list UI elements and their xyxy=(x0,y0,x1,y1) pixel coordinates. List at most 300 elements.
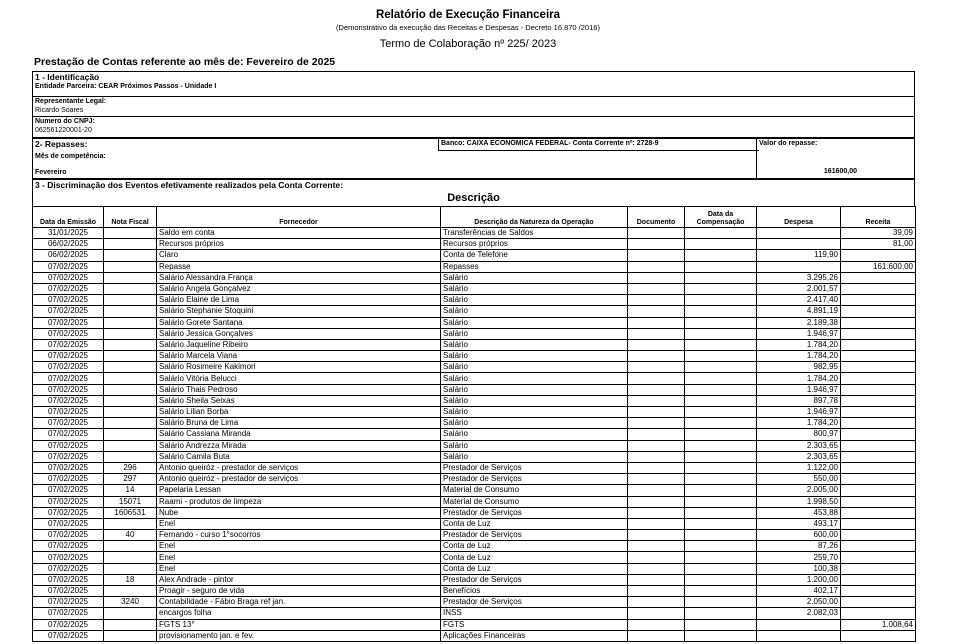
cell-invoice xyxy=(104,373,157,384)
table-row xyxy=(33,272,916,283)
table-row xyxy=(33,619,916,630)
cell-invoice xyxy=(104,317,157,328)
cell-invoice xyxy=(104,429,157,440)
cell-date: 07/02/2025 xyxy=(33,395,104,406)
table-row xyxy=(33,261,916,272)
cell-date: 07/02/2025 xyxy=(33,608,104,619)
cell-supplier: Salário Stephanie Stoquini xyxy=(157,306,441,317)
cell-compensation xyxy=(685,295,757,306)
identification-section xyxy=(32,71,915,138)
cell-date: 07/02/2025 xyxy=(33,351,104,362)
cell-document xyxy=(628,261,685,272)
statement-title: Prestação de Contas referente ao mês de: Fevereiro de 2025 xyxy=(34,56,336,68)
cell-compensation xyxy=(685,474,757,485)
cell-nature: Salário xyxy=(441,451,628,462)
table-row xyxy=(33,395,916,406)
cell-invoice xyxy=(104,351,157,362)
cell-expense: 2.303,65 xyxy=(757,451,841,462)
cell-document xyxy=(628,474,685,485)
table-row xyxy=(33,429,916,440)
cell-date: 07/02/2025 xyxy=(33,440,104,451)
cell-nature: Salário xyxy=(441,373,628,384)
cell-revenue xyxy=(841,462,916,473)
cell-expense: 2.303,65 xyxy=(757,440,841,451)
cell-compensation xyxy=(685,228,757,239)
table-row xyxy=(33,306,916,317)
cell-document xyxy=(628,530,685,541)
competence-label: Mês de competência: xyxy=(35,153,106,160)
cell-nature: Conta de Luz xyxy=(441,541,628,552)
cell-invoice xyxy=(104,384,157,395)
cell-supplier: Contabilidade - Fábio Braga ref jan. xyxy=(157,597,441,608)
cell-supplier: Salário Angela Gonçalvez xyxy=(157,283,441,294)
col-header-revenue: Receita xyxy=(841,207,916,228)
cell-supplier: Salário Jessica Gonçalves xyxy=(157,328,441,339)
cell-nature: Salário xyxy=(441,339,628,350)
cell-nature: Salário xyxy=(441,418,628,429)
cell-invoice xyxy=(104,228,157,239)
cell-date: 07/02/2025 xyxy=(33,630,104,641)
cell-date: 07/02/2025 xyxy=(33,306,104,317)
table-row xyxy=(33,351,916,362)
cell-invoice xyxy=(104,563,157,574)
cell-compensation xyxy=(685,563,757,574)
cell-nature: Salário xyxy=(441,295,628,306)
table-row xyxy=(33,362,916,373)
cell-date: 07/02/2025 xyxy=(33,328,104,339)
cell-nature: Conta de Telefone xyxy=(441,250,628,261)
cell-revenue xyxy=(841,384,916,395)
cell-date: 07/02/2025 xyxy=(33,597,104,608)
cell-supplier: Raami - produtos de limpeza xyxy=(157,496,441,507)
cell-nature: Prestador de Serviços xyxy=(441,574,628,585)
table-row xyxy=(33,630,916,641)
table-row xyxy=(33,283,916,294)
cell-invoice xyxy=(104,630,157,641)
cell-supplier: Salário Lilian Borba xyxy=(157,407,441,418)
col-header-invoice: Nota Fiscal xyxy=(104,207,157,228)
cell-compensation xyxy=(685,507,757,518)
col-header-compensation: Data da Compensação xyxy=(685,207,757,228)
cell-document xyxy=(628,362,685,373)
cell-nature: Conta de Luz xyxy=(441,518,628,529)
report-title: Relatório de Execução Financeira xyxy=(375,9,561,21)
cell-date: 07/02/2025 xyxy=(33,261,104,272)
cell-supplier: Salário Camila Buta xyxy=(157,451,441,462)
cell-supplier: Salário Vitória Belucci xyxy=(157,373,441,384)
cell-revenue xyxy=(841,339,916,350)
cell-date: 07/02/2025 xyxy=(33,530,104,541)
cell-document xyxy=(628,328,685,339)
cell-document xyxy=(628,518,685,529)
col-header-date: Data da Emissão xyxy=(33,207,104,228)
table-row xyxy=(33,485,916,496)
cell-supplier: Salário Alessandra França xyxy=(157,272,441,283)
cell-compensation xyxy=(685,339,757,350)
table-row xyxy=(33,339,916,350)
cell-nature: Repasses xyxy=(441,261,628,272)
cell-revenue xyxy=(841,395,916,406)
cell-revenue xyxy=(841,574,916,585)
cell-compensation xyxy=(685,407,757,418)
cell-date: 07/02/2025 xyxy=(33,619,104,630)
cell-document xyxy=(628,272,685,283)
cell-revenue xyxy=(841,485,916,496)
cell-nature: Recursos próprios xyxy=(441,239,628,250)
cell-document xyxy=(628,440,685,451)
table-row xyxy=(33,507,916,518)
cell-supplier: Claro xyxy=(157,250,441,261)
cell-document xyxy=(628,339,685,350)
cell-nature: Conta de Luz xyxy=(441,563,628,574)
cell-expense: 100,38 xyxy=(757,563,841,574)
cell-document xyxy=(628,295,685,306)
cell-supplier: Papelaria Lessan xyxy=(157,485,441,496)
cell-revenue xyxy=(841,541,916,552)
cell-supplier: Enel xyxy=(157,518,441,529)
cell-date: 07/02/2025 xyxy=(33,339,104,350)
cell-document xyxy=(628,586,685,597)
table-row xyxy=(33,418,916,429)
transfers-heading: 2- Repasses: xyxy=(35,139,88,149)
cell-invoice xyxy=(104,608,157,619)
cell-supplier: Salário Gorete Santana xyxy=(157,317,441,328)
table-row xyxy=(33,586,916,597)
cell-compensation xyxy=(685,250,757,261)
table-row xyxy=(33,496,916,507)
cell-date: 07/02/2025 xyxy=(33,518,104,529)
cell-invoice: 14 xyxy=(104,485,157,496)
cell-compensation xyxy=(685,418,757,429)
legal-rep-label: Representante Legal: xyxy=(35,98,107,105)
cell-invoice: 15071 xyxy=(104,496,157,507)
cell-document xyxy=(628,541,685,552)
cell-date: 07/02/2025 xyxy=(33,586,104,597)
cell-date: 07/02/2025 xyxy=(33,507,104,518)
cell-invoice xyxy=(104,586,157,597)
cell-date: 07/02/2025 xyxy=(33,474,104,485)
cell-compensation xyxy=(685,608,757,619)
bank-account: Banco: CAIXA ECONÔMICA FEDERAL- Conta Corrente nº: 2728-9 xyxy=(441,140,659,147)
cell-document xyxy=(628,250,685,261)
table-row xyxy=(33,328,916,339)
table-row xyxy=(33,474,916,485)
cell-compensation xyxy=(685,574,757,585)
cell-revenue: 39,09 xyxy=(841,228,916,239)
cell-compensation xyxy=(685,395,757,406)
cell-date: 06/02/2025 xyxy=(33,239,104,250)
cell-invoice xyxy=(104,306,157,317)
cell-expense: 600,00 xyxy=(757,530,841,541)
cell-compensation xyxy=(685,328,757,339)
cell-revenue: 81,00 xyxy=(841,239,916,250)
cell-expense: 1.946,97 xyxy=(757,328,841,339)
cell-expense: 550,00 xyxy=(757,474,841,485)
cell-date: 07/02/2025 xyxy=(33,429,104,440)
cell-document xyxy=(628,451,685,462)
entity-name: Entidade Parceira: CEAR Próximos Passos - Unidade I xyxy=(35,83,217,90)
cell-invoice xyxy=(104,552,157,563)
cell-supplier: encargos folha xyxy=(157,608,441,619)
cell-revenue xyxy=(841,317,916,328)
cell-date: 07/02/2025 xyxy=(33,362,104,373)
cell-expense: 493,17 xyxy=(757,518,841,529)
col-header-nature: Descrição da Natureza da Operação xyxy=(441,207,628,228)
cell-nature: Salário xyxy=(441,351,628,362)
cell-nature: Benefícios xyxy=(441,586,628,597)
table-row xyxy=(33,407,916,418)
term-number: Termo de Colaboração nº 225/ 2023 xyxy=(379,38,557,50)
cell-compensation xyxy=(685,496,757,507)
cell-expense: 119,90 xyxy=(757,250,841,261)
cell-compensation xyxy=(685,451,757,462)
table-row xyxy=(33,239,916,250)
cell-document xyxy=(628,552,685,563)
cell-supplier: Salário Bruna de Lima xyxy=(157,418,441,429)
cell-nature: Material de Consumo xyxy=(441,496,628,507)
cell-invoice xyxy=(104,395,157,406)
cell-document xyxy=(628,507,685,518)
cell-compensation xyxy=(685,518,757,529)
cell-date: 07/02/2025 xyxy=(33,541,104,552)
cell-expense: 1.784,20 xyxy=(757,351,841,362)
cell-date: 07/02/2025 xyxy=(33,407,104,418)
cell-invoice xyxy=(104,440,157,451)
description-heading: Descrição xyxy=(447,192,500,204)
table-row xyxy=(33,530,916,541)
transfer-value: 161600,00 xyxy=(823,168,857,175)
cell-compensation xyxy=(685,384,757,395)
cell-invoice: 297 xyxy=(104,474,157,485)
cell-invoice xyxy=(104,261,157,272)
cell-revenue xyxy=(841,563,916,574)
cell-revenue xyxy=(841,418,916,429)
cell-revenue xyxy=(841,630,916,641)
cell-date: 07/02/2025 xyxy=(33,418,104,429)
cell-document xyxy=(628,351,685,362)
cell-document xyxy=(628,496,685,507)
cell-revenue xyxy=(841,250,916,261)
cell-expense: 3.295,26 xyxy=(757,272,841,283)
table-row xyxy=(33,462,916,473)
legal-rep-value: Ricardo Soares xyxy=(35,107,84,114)
cell-compensation xyxy=(685,440,757,451)
cell-supplier: Antonio queiróz - prestador de serviços xyxy=(157,474,441,485)
cell-supplier: Salário Jaqueline Ribeiro xyxy=(157,339,441,350)
cell-revenue: 161.600,00 xyxy=(841,261,916,272)
table-row xyxy=(33,317,916,328)
cell-invoice xyxy=(104,339,157,350)
cell-expense: 1.784,20 xyxy=(757,373,841,384)
table-row xyxy=(33,228,916,239)
cell-revenue xyxy=(841,586,916,597)
events-section xyxy=(32,179,915,207)
cell-expense: 2.082,03 xyxy=(757,608,841,619)
cell-expense: 2.189,38 xyxy=(757,317,841,328)
cell-expense: 453,88 xyxy=(757,507,841,518)
cell-date: 07/02/2025 xyxy=(33,384,104,395)
cell-document xyxy=(628,563,685,574)
cell-compensation xyxy=(685,630,757,641)
cell-nature: Prestador de Serviços xyxy=(441,462,628,473)
table-row xyxy=(33,295,916,306)
cell-expense: 87,26 xyxy=(757,541,841,552)
cell-compensation xyxy=(685,552,757,563)
cell-compensation xyxy=(685,261,757,272)
table-row xyxy=(33,440,916,451)
cell-expense: 800,97 xyxy=(757,429,841,440)
cell-invoice xyxy=(104,239,157,250)
cell-nature: Salário xyxy=(441,440,628,451)
cell-nature: Prestador de Serviços xyxy=(441,474,628,485)
cell-date: 07/02/2025 xyxy=(33,485,104,496)
cell-expense xyxy=(757,630,841,641)
table-row xyxy=(33,250,916,261)
cell-invoice: 3240 xyxy=(104,597,157,608)
cell-document xyxy=(628,608,685,619)
cell-revenue xyxy=(841,429,916,440)
cell-expense: 4.891,19 xyxy=(757,306,841,317)
cell-invoice xyxy=(104,362,157,373)
cell-document xyxy=(628,306,685,317)
cell-nature: Salário xyxy=(441,429,628,440)
cell-revenue xyxy=(841,295,916,306)
cell-compensation xyxy=(685,541,757,552)
cell-invoice xyxy=(104,328,157,339)
cell-supplier: Salário Andrezza Mirada xyxy=(157,440,441,451)
cell-supplier: Proagir - seguro de vida xyxy=(157,586,441,597)
cell-compensation xyxy=(685,373,757,384)
cell-nature: Aplicações Financeiras xyxy=(441,630,628,641)
cell-supplier: Alex Andrade - pintor xyxy=(157,574,441,585)
cell-supplier: Saldo em conta xyxy=(157,228,441,239)
table-row xyxy=(33,552,916,563)
table-row xyxy=(33,451,916,462)
cell-expense: 1.946,97 xyxy=(757,407,841,418)
cell-revenue xyxy=(841,474,916,485)
cell-invoice xyxy=(104,283,157,294)
cell-revenue xyxy=(841,530,916,541)
cell-expense: 1.998,50 xyxy=(757,496,841,507)
cell-nature: Salário xyxy=(441,272,628,283)
cell-date: 07/02/2025 xyxy=(33,462,104,473)
cell-compensation xyxy=(685,306,757,317)
cell-nature: Salário xyxy=(441,395,628,406)
cell-expense xyxy=(757,619,841,630)
cell-revenue xyxy=(841,407,916,418)
table-row xyxy=(33,608,916,619)
cell-date: 07/02/2025 xyxy=(33,563,104,574)
cell-invoice xyxy=(104,619,157,630)
cell-date: 07/02/2025 xyxy=(33,373,104,384)
cell-expense: 1.946,97 xyxy=(757,384,841,395)
cell-nature: Prestador de Serviços xyxy=(441,507,628,518)
cell-invoice: 1606531 xyxy=(104,507,157,518)
transfer-value-label: Valor do repasse: xyxy=(759,140,818,147)
identification-heading: 1 - Identificação xyxy=(35,72,100,82)
cell-revenue xyxy=(841,451,916,462)
cell-expense: 402,17 xyxy=(757,586,841,597)
cell-revenue: 1.008,64 xyxy=(841,619,916,630)
cell-expense xyxy=(757,239,841,250)
cell-expense: 982,95 xyxy=(757,362,841,373)
cell-expense: 2.005,00 xyxy=(757,485,841,496)
cell-invoice xyxy=(104,418,157,429)
cell-document xyxy=(628,228,685,239)
cell-revenue xyxy=(841,351,916,362)
cell-supplier: Salário Thais Pedroso xyxy=(157,384,441,395)
cell-revenue xyxy=(841,283,916,294)
cell-nature: Salário xyxy=(441,407,628,418)
col-header-document: Documento xyxy=(628,207,685,228)
cell-compensation xyxy=(685,272,757,283)
cell-document xyxy=(628,239,685,250)
cell-expense: 259,70 xyxy=(757,552,841,563)
cell-document xyxy=(628,384,685,395)
cell-expense: 2.001,57 xyxy=(757,283,841,294)
cell-invoice: 40 xyxy=(104,530,157,541)
cell-supplier: Recursos próprios xyxy=(157,239,441,250)
cell-expense: 1.784,20 xyxy=(757,418,841,429)
cell-supplier: Salário Sheila Seixas xyxy=(157,395,441,406)
cell-expense: 2.417,40 xyxy=(757,295,841,306)
events-heading: 3 - Discriminação dos Eventos efetivamente realizados pela Conta Corrente: xyxy=(35,180,343,190)
cell-date: 07/02/2025 xyxy=(33,451,104,462)
cell-date: 07/02/2025 xyxy=(33,552,104,563)
table-row xyxy=(33,518,916,529)
cnpj-label: Numero do CNPJ: xyxy=(35,118,95,125)
cell-document xyxy=(628,283,685,294)
transfers-section xyxy=(32,138,915,179)
cell-nature: INSS xyxy=(441,608,628,619)
cell-revenue xyxy=(841,328,916,339)
cell-nature: Salário xyxy=(441,283,628,294)
cell-document xyxy=(628,373,685,384)
table-row xyxy=(33,384,916,395)
table-row xyxy=(33,597,916,608)
cell-supplier: Enel xyxy=(157,563,441,574)
cell-supplier: Salário Cassiana Miranda xyxy=(157,429,441,440)
cell-supplier: Salário Rosimeire Kakimori xyxy=(157,362,441,373)
transactions-table xyxy=(32,206,916,642)
cell-document xyxy=(628,597,685,608)
cell-compensation xyxy=(685,485,757,496)
col-header-supplier: Fornecedor xyxy=(157,207,441,228)
cell-expense: 897,78 xyxy=(757,395,841,406)
cell-compensation xyxy=(685,462,757,473)
cell-revenue xyxy=(841,597,916,608)
cell-date: 07/02/2025 xyxy=(33,496,104,507)
table-row xyxy=(33,563,916,574)
cell-supplier: provisionamento jan. e fev. xyxy=(157,630,441,641)
table-row xyxy=(33,541,916,552)
cell-document xyxy=(628,630,685,641)
cell-document xyxy=(628,485,685,496)
cell-nature: Salário xyxy=(441,328,628,339)
cell-compensation xyxy=(685,619,757,630)
cell-date: 06/02/2025 xyxy=(33,250,104,261)
cell-nature: Salário xyxy=(441,362,628,373)
cell-nature: Conta de Luz xyxy=(441,552,628,563)
cell-nature: Prestador de Serviços xyxy=(441,530,628,541)
cell-revenue xyxy=(841,518,916,529)
cell-invoice xyxy=(104,250,157,261)
cnpj-value: 062561220001-20 xyxy=(35,127,92,134)
cell-compensation xyxy=(685,586,757,597)
cell-revenue xyxy=(841,507,916,518)
cell-nature: Salário xyxy=(441,317,628,328)
cell-invoice xyxy=(104,541,157,552)
